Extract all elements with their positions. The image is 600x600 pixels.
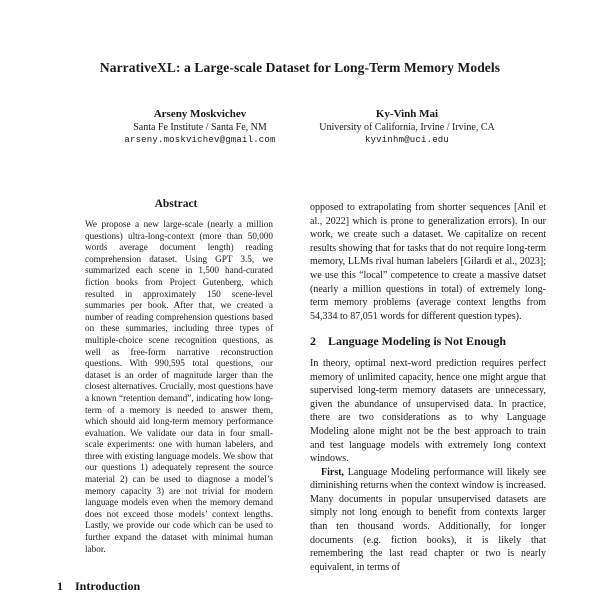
section-heading-language-modeling bbox=[310, 335, 546, 349]
body-paragraph-1: In theory, optimal next-word prediction requires perfect memory of unlimited capacity, hence one might argue that supervised long-term memory datasets are unnecessary, given the abundance of unsupervised data. In practice, there are two considerations as to why Language Modeling alone might not be the best approach to train and test language models with extremely long context windows. bbox=[310, 357, 546, 465]
section-title: Language Modeling is Not Enough bbox=[328, 334, 507, 349]
right-column bbox=[310, 201, 546, 574]
section-heading-introduction bbox=[57, 579, 140, 594]
section-number: 2 bbox=[310, 334, 316, 349]
body-paragraph-2 bbox=[310, 466, 546, 575]
paragraph-lead-word: First, bbox=[321, 466, 345, 478]
paper-title: NarrativeXL: a Large-scale Dataset for Long-Term Memory Models bbox=[99, 60, 501, 75]
author-email: kyvinhm@uci.edu bbox=[364, 135, 449, 145]
author-name: Ky-Vinh Mai bbox=[375, 108, 439, 120]
author-affiliation: Santa Fe Institute / Santa Fe, NM bbox=[133, 122, 267, 133]
abstract-text: We propose a new large-scale (nearly a million questions) ultra-long-context (more than 50,000 words average document length) reading comprehension dataset. Using GPT 3.5, we summarized each scene in 1,500 hand-curated fiction books from Project Gutenberg, which resulted in approximately 150 scene-level summaries per book. After that, we created a number of reading comprehension questions based on these summaries, including three types of multiple-choice scene recognition questions, as well as free-form narrative reconstruction questions. With 990,595 total questions, our dataset is an order of magnitude larger than the closest alternatives. Crucially, most questions have a known “retention demand”, indicating how long-term of a memory is needed to answer them, which should aid long-term memory performance evaluation. We validate our data in four small-scale experiments: one with human labelers, and three with existing language models. We show that our questions 1) adequately represent the source material 2) can be used to diagnose a model’s memory capacity 3) are not trivial for modern language models even when the memory demand does not exceed those models’ context lengths. Lastly, we provide our code which can be used to further expand the dataset with minimal human labor. bbox=[85, 219, 273, 554]
section-title: Introduction bbox=[75, 579, 141, 593]
author-email: arseny.moskvichev@gmail.com bbox=[124, 135, 276, 145]
abstract-heading: Abstract bbox=[154, 198, 198, 210]
left-column bbox=[57, 198, 295, 555]
author-name: Arseny Moskvichev bbox=[153, 108, 247, 120]
author-affiliation: University of California, Irvine / Irvine, CA bbox=[319, 122, 495, 133]
section-number: 1 bbox=[57, 579, 63, 593]
body-paragraph-continuation: opposed to extrapolating from shorter sequences [Anil et al., 2022] which is prone to generalization errors). In our work, we create such a dataset. We capitalize on recent results showing that for tasks that do not require long-term memory, LLMs rival human labelers [Gilardi et al., 2023]; we use this “local” competence to create a massive datset (nearly a million questions in total) of extremely long-term memory problems (average context lengths from 54,334 to 87,051 words for different question types). bbox=[310, 202, 546, 322]
author-block-2 bbox=[287, 108, 527, 145]
paragraph-text: Language Modeling performance will likely see diminishing returns when the context window is increased. Many documents in popular unsupervised datasets are simply not long enough to benefit from contexts larger than ten thousand words. Additionally, for longer documents (e.g. fiction books), it is likely that remembering the last read chapter or two is nearly equivalent, in terms of bbox=[310, 466, 546, 573]
